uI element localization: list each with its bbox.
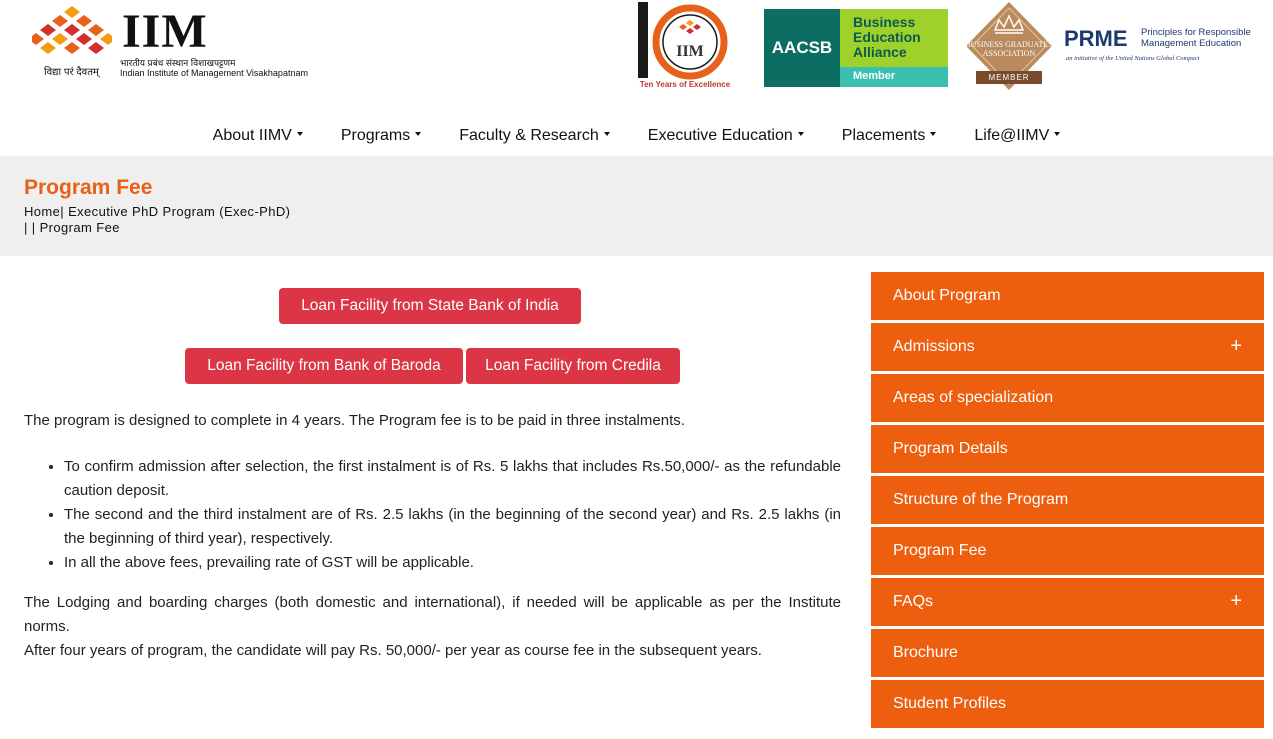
caret-down-icon [798,132,804,136]
page-title-band [0,156,1273,256]
bga-text: BUSINESS GRADUATES ASSOCIATION [965,40,1053,58]
caret-down-icon [930,132,936,136]
sidebar-item-program-details[interactable] [871,425,1264,473]
sidebar-item-label: Structure of the Program [893,491,1069,508]
sidebar-item-label: Brochure [893,644,958,661]
caret-down-icon [297,132,303,136]
breadcrumb-separator: | | [24,220,36,235]
sidebar-item-areas-of-specialization[interactable] [871,374,1264,422]
program-sidebar [871,272,1264,731]
iim-hindi-name: भारतीय प्रबंध संस्थान विशाखपट्टणम [120,58,236,68]
sidebar-item-about-program[interactable] [871,272,1264,320]
intro-paragraph: The program is designed to complete in 4 years. The Program fee is to be paid in three instalments. [24,412,685,429]
sidebar-item-label: Admissions [893,338,975,355]
iim-english-name: Indian Institute of Management Visakhapatnam [120,68,308,78]
breadcrumb: Home| Executive PhD Program (Exec-PhD) | | Program Fee [24,204,291,235]
nav-label: Faculty & Research [459,127,599,144]
program-fee-content [24,408,841,663]
prme-line-1: Principles for Responsible [1141,27,1251,38]
aacsb-member-text: Member [840,67,948,87]
prme-logo [1064,26,1264,66]
sidebar-item-brochure[interactable] [871,629,1264,677]
aacsb-word: AACSB [764,9,840,87]
plus-icon[interactable]: + [1230,335,1242,357]
ten-years-inner-word: IIM [676,43,704,60]
sidebar-item-label: Student Profiles [893,695,1006,712]
sidebar-item-label: About Program [893,287,1001,304]
iim-logo[interactable] [32,6,312,76]
prme-word: PRME [1064,26,1128,51]
iim-motto: विद्या परं दैवतम् [44,67,99,78]
nav-label: Life@IIMV [974,127,1050,144]
sidebar-item-label: Program Fee [893,542,987,559]
lodging-paragraph: The Lodging and boarding charges (both domestic and international), if needed will be applicable as per the Institute norms. [24,594,841,635]
loan-bob-button[interactable]: Loan Facility from Bank of Baroda [185,348,463,384]
sidebar-item-structure-of-program[interactable] [871,476,1264,524]
site-header [0,0,1273,110]
sidebar-item-program-fee[interactable] [871,527,1264,575]
sidebar-item-faqs[interactable] [871,578,1264,626]
aacsb-logo [764,9,948,87]
caret-down-icon [604,132,610,136]
ten-years-emblem-icon [636,0,734,80]
nav-item-faculty-research[interactable] [440,124,629,150]
fee-list [64,455,841,575]
sidebar-item-label: FAQs [893,593,934,610]
iim-diamond-logo-icon [32,6,112,60]
aacsb-alliance-text: Business Education Alliance [840,9,948,67]
sidebar-item-label: Program Details [893,440,1008,457]
prme-description [1141,27,1251,49]
bga-logo [962,0,1056,92]
nav-label: Programs [340,127,411,144]
nav-item-life-iimv[interactable] [955,124,1079,150]
prme-line-2: Management Education [1141,38,1242,49]
breadcrumb-section-link[interactable]: Executive PhD Program (Exec-PhD) [68,204,291,219]
list-item: • To confirm admission after selection, the first instalment is of Rs. 5 lakhs that includes Rs.50,000/- as the refundable caution deposit. [64,455,841,503]
nav-label: Placements [841,127,926,144]
main-nav [0,124,1273,150]
sidebar-item-student-profiles[interactable] [871,680,1264,728]
sidebar-item-admissions[interactable] [871,323,1264,371]
after-four-years-paragraph: After four years of program, the candidate will pay Rs. 50,000/- per year as course fee in the subsequent years. [24,642,762,659]
loan-credila-button[interactable]: Loan Facility from Credila [466,348,680,384]
caret-down-icon [415,132,421,136]
bga-member-text: MEMBER [976,71,1042,84]
breadcrumb-current: Program Fee [39,220,120,235]
iim-logo-word: IIM [122,5,208,58]
ten-years-tagline: Ten Years of Excellence [639,80,731,89]
prme-subtitle: an initiative of the United Nations Global Compact [1066,55,1200,62]
sidebar-item-label: Areas of specialization [893,389,1054,406]
list-item: • In all the above fees, prevailing rate of GST will be applicable. [64,551,841,575]
page-title: Program Fee [24,176,153,199]
nav-label: Executive Education [647,127,793,144]
nav-item-about-iimv[interactable] [194,124,322,150]
breadcrumb-home-link[interactable]: Home [24,204,61,219]
ten-years-logo [636,0,734,92]
caret-down-icon [1054,132,1060,136]
list-item: • The second and the third instalment are of Rs. 2.5 lakhs (in the beginning of the second year) and Rs. 2.5 lakhs (in the beginning of third year), respectively. [64,503,841,551]
plus-icon[interactable]: + [1230,590,1242,612]
loan-sbi-button[interactable]: Loan Facility from State Bank of India [279,288,581,324]
nav-item-placements[interactable] [823,124,956,150]
nav-item-executive-education[interactable] [629,124,823,150]
nav-label: About IIMV [212,127,292,144]
nav-item-programs[interactable] [322,124,440,150]
